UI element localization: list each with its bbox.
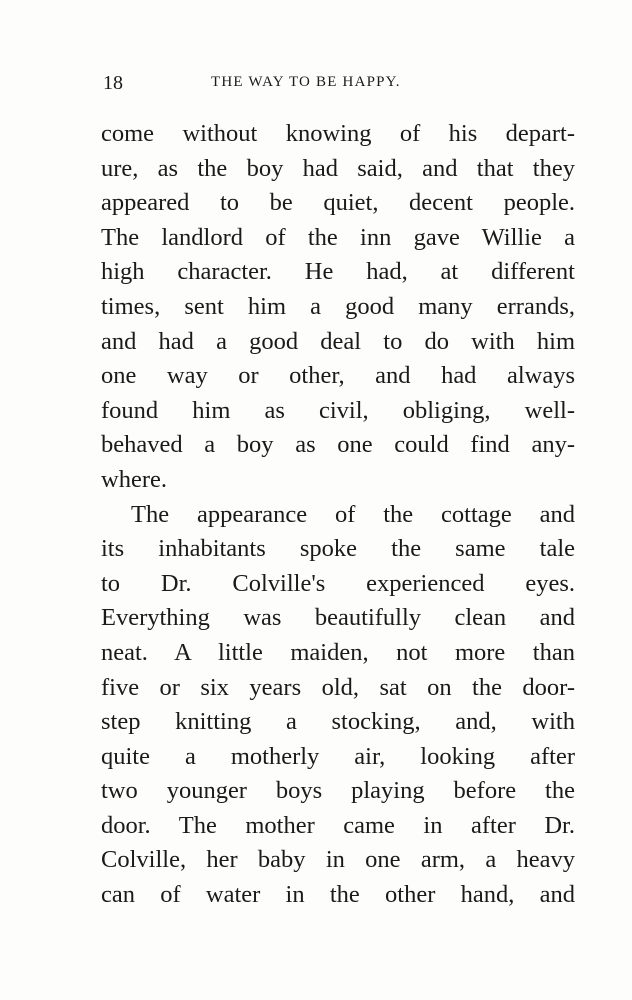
text-line: can of water in the other hand, and	[101, 881, 575, 909]
text-line: five or six years old, sat on the door-	[101, 673, 575, 701]
body-text	[101, 117, 575, 913]
text-line: neat. A little maiden, not more than	[101, 638, 575, 666]
text-line: step knitting a stocking, and, with	[101, 708, 575, 736]
text-line: and had a good deal to do with him	[101, 327, 575, 355]
text-line: one way or other, and had always	[101, 362, 575, 390]
text-line: The landlord of the inn gave Willie a	[101, 223, 575, 251]
text-line: Everything was beautifully clean and	[101, 604, 575, 632]
text-line: where.	[101, 465, 167, 493]
text-line: come without knowing of his depart-	[101, 120, 575, 147]
text-line: The appearance of the cottage and	[131, 500, 575, 528]
text-line: high character. He had, at different	[101, 258, 575, 286]
running-title: THE WAY TO BE HAPPY.	[211, 74, 401, 90]
text-line: behaved a boy as one could find any-	[101, 431, 575, 459]
text-line: quite a motherly air, looking after	[101, 742, 575, 770]
text-line: door. The mother came in after Dr.	[101, 811, 575, 839]
text-line: to Dr. Colville's experienced eyes.	[101, 569, 575, 597]
text-line: its inhabitants spoke the same tale	[101, 535, 575, 563]
text-line: appeared to be quiet, decent people.	[101, 189, 575, 217]
page-header	[103, 72, 573, 96]
text-line: two younger boys playing before the	[101, 777, 575, 805]
page-number: 18	[103, 72, 123, 94]
text-line: times, sent him a good many errands,	[101, 292, 575, 320]
text-line: ure, as the boy had said, and that they	[101, 154, 575, 182]
text-line: found him as civil, obliging, well-	[101, 396, 575, 424]
text-line: Colville, her baby in one arm, a heavy	[101, 846, 575, 874]
